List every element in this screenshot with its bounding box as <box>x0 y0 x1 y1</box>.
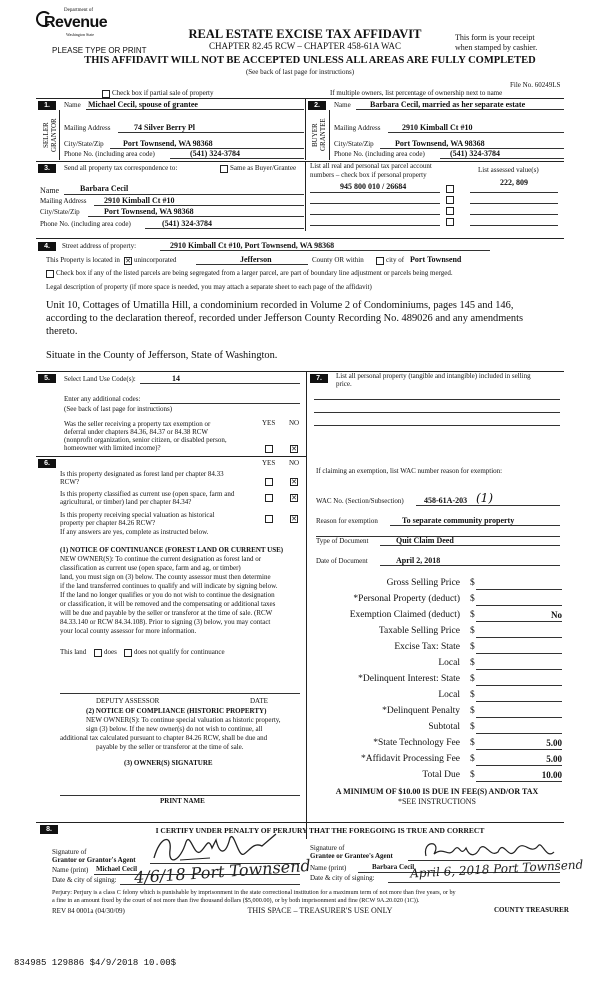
exempt-question-1: Was the seller receiving a property tax exemption or <box>64 420 211 428</box>
continuance-line-5: If the land no longer qualifies or you do not wish to continue the designation <box>60 591 275 599</box>
owner-signature-title: (3) OWNER(S) SIGNATURE <box>124 759 213 767</box>
property-street: 2910 Kimball Ct #10, Port Townsend, WA 98368 <box>170 241 335 250</box>
land-use-code: 14 <box>172 374 180 383</box>
buyer-mailing-label: Mailing Address <box>334 124 381 132</box>
s5-yes-header: YES <box>262 419 276 427</box>
parcel-number: 945 800 010 / 26684 <box>340 182 407 191</box>
corr-phone: (541) 324-3784 <box>162 219 212 228</box>
grantor-name-label: Name (print) <box>52 866 89 874</box>
land-use-see-back: (See back of last page for instructions) <box>64 405 173 413</box>
corr-name: Barbara Cecil <box>80 184 129 193</box>
exemption-wac-header: If claiming an exemption, list WAC number reason for exemption: <box>316 467 503 475</box>
file-number: File No. 60249LS <box>510 81 561 89</box>
wac-subsection: (1) <box>476 491 493 505</box>
county-or-label: County OR within <box>312 256 364 264</box>
seller-grantor-label: SELLER GRANTOR <box>42 118 58 152</box>
perjury-line-2: a fine in an amount fixed by the court of not more than five thousand dollars ($5,000.00), or by both imprisonment and fine (RCW 9A.20.020 (1C)). <box>52 897 420 904</box>
form-title: REAL ESTATE EXCISE TAX AFFIDAVIT <box>188 27 422 41</box>
tax-currency: $ <box>470 594 475 604</box>
land-does-not-label: does not qualify for continuance <box>134 648 225 656</box>
city-of-checkbox[interactable] <box>376 257 384 265</box>
continuance-line-1: NEW OWNER(S): To continue the current designation as forest land or <box>60 555 262 563</box>
current-use-q-1: Is this property classified as current use (open space, farm and <box>60 490 235 498</box>
s6-no-header: NO <box>289 459 300 467</box>
current-use-yes-checkbox[interactable] <box>265 494 273 502</box>
corr-mailing: 2910 Kimball Ct #10 <box>104 196 175 205</box>
continuance-line-2: classification as current use (open space, farm and ag, or timber) <box>60 564 241 572</box>
tax-row-label: Total Due <box>422 770 460 780</box>
seller-mailing: 74 Silver Berry Pl <box>134 123 195 132</box>
section-1-number: 1. <box>38 101 56 110</box>
grantee-date-handwritten: April 6, 2018 Port Townsend <box>409 857 584 881</box>
buyer-mailing: 2910 Kimball Ct #10 <box>402 123 473 132</box>
tax-currency: $ <box>470 658 475 668</box>
historic-q-1: Is this property receiving special valuation as historical <box>60 511 215 519</box>
wac-label: WAC No. (Section/Subsection) <box>316 497 404 505</box>
parcel-header-2: numbers – check box if personal property <box>310 171 427 179</box>
correspondence-label: Send all property tax correspondence to: <box>64 164 178 172</box>
deputy-assessor-label: DEPUTY ASSESSOR <box>96 697 160 705</box>
logo-swoosh-icon <box>36 11 52 27</box>
county-treasurer: COUNTY TREASURER <box>494 906 569 914</box>
partial-sale-label: Check box if partial sale of property <box>112 89 214 97</box>
tax-row-value: 5.00 <box>546 754 562 764</box>
forest-q-2: RCW? <box>60 478 80 486</box>
segregated-checkbox[interactable] <box>46 270 54 278</box>
exempt-yes-checkbox[interactable] <box>265 445 273 453</box>
tax-row-label: *Delinquent Penalty <box>382 706 460 716</box>
legal-label: Legal description of property (if more space is needed, you may attach a separate sheet to each page of the affidavit) <box>46 283 372 291</box>
current-use-q-2: agricultural, or timber) land per chapter 84.34? <box>60 498 192 506</box>
tax-currency: $ <box>470 706 475 716</box>
dor-logo <box>36 8 108 38</box>
grantor-date-label: Date & city of signing: <box>52 876 117 884</box>
current-use-no-checkbox[interactable]: ✕ <box>291 494 297 502</box>
personal-property-label-1: List all personal property (tangible and intangible) included in selling <box>336 372 531 380</box>
historic-yes-checkbox[interactable] <box>265 515 273 523</box>
personal-property-checkbox-4[interactable] <box>446 218 454 226</box>
land-does-not-checkbox[interactable] <box>124 649 132 657</box>
tax-row-value: 5.00 <box>546 738 562 748</box>
this-land-label: This land <box>60 648 87 656</box>
tax-currency: $ <box>470 610 475 620</box>
buyer-city: Port Townsend, WA 98368 <box>395 139 485 148</box>
tax-row-label: Excise Tax: State <box>394 642 460 652</box>
doc-type-label: Type of Document <box>316 537 369 545</box>
same-as-buyer-label: Same as Buyer/Grantee <box>230 164 297 172</box>
multiple-owners-label: If multiple owners, list percentage of ownership next to name <box>330 89 503 97</box>
grantee-name: Barbara Cecil <box>372 863 415 871</box>
seller-phone: (541) 324-3784 <box>190 149 240 158</box>
seller-mailing-label: Mailing Address <box>64 124 111 132</box>
grantee-date-label: Date & city of signing: <box>310 874 375 882</box>
continuance-line-4: if the land transferred continues to qualify and will indicate by signing below. <box>60 582 278 590</box>
forest-no-checkbox[interactable]: ✕ <box>291 478 297 486</box>
tax-currency: $ <box>470 674 475 684</box>
logo-line2: Washington State <box>66 32 95 37</box>
compliance-line-2: sign (3) below. If the new owner(s) do not wish to continue, all <box>86 725 263 733</box>
minimum-due-note: A MINIMUM OF $10.00 IS DUE IN FEE(S) AND/OR TAX <box>335 787 539 796</box>
tax-row-label: Subtotal <box>428 722 460 732</box>
continuance-line-9: your local county assessor for more information. <box>60 627 197 635</box>
type-or-print: PLEASE TYPE OR PRINT <box>52 46 147 55</box>
receipt-note-2: when stamped by cashier. <box>455 43 538 52</box>
receipt-stamp: 834985 129886 $4/9/2018 10.00$ <box>14 958 177 968</box>
doc-date: April 2, 2018 <box>396 556 441 565</box>
tax-row-label: *Affidavit Processing Fee <box>360 754 460 764</box>
legal-line-3: thereto. <box>46 326 78 337</box>
personal-property-checkbox-1[interactable] <box>446 185 454 193</box>
form-revision: REV 84 0001a (04/30/09) <box>52 907 125 915</box>
section-7-number: 7. <box>310 374 328 383</box>
seller-city: Port Townsend, WA 98368 <box>123 139 213 148</box>
grantor-name: Michael Cecil <box>96 865 138 873</box>
buyer-name: Barbara Cecil, married as her separate estate <box>370 100 526 109</box>
compliance-title: (2) NOTICE OF COMPLIANCE (HISTORIC PROPERTY) <box>86 707 267 715</box>
city-of-label: city of <box>386 256 405 264</box>
tax-row-label: Exemption Claimed (deduct) <box>349 610 460 620</box>
tax-row-label: Gross Selling Price <box>386 578 460 588</box>
same-as-buyer-checkbox[interactable] <box>220 165 228 173</box>
assessed-value: 222, 809 <box>500 178 528 187</box>
section-4-number: 4. <box>38 242 56 251</box>
tax-currency: $ <box>470 722 475 732</box>
corr-phone-label: Phone No. (including area code) <box>40 220 131 228</box>
historic-no-checkbox[interactable]: ✕ <box>291 515 297 523</box>
legal-line-1: Unit 10, Cottages of Umatilla Hill, a condominium recorded in Volume 2 of Condominiums, pages 145 and 146, <box>46 300 514 311</box>
continuance-line-3: land, you must sign on (3) below. The county assessor must then determine <box>60 573 271 581</box>
tax-row-label: *Delinquent Interest: State <box>358 674 460 684</box>
grantee-sig-label-1: Signature of <box>310 844 345 852</box>
unincorporated-checkbox[interactable]: ✕ <box>125 257 131 265</box>
legal-line-4: Situate in the County of Jefferson, State of Washington. <box>46 350 278 361</box>
compliance-line-3: additional tax calculated pursuant to chapter 84.26 RCW, shall be due and <box>60 734 268 742</box>
land-does-checkbox[interactable] <box>94 649 102 657</box>
land-does-label: does <box>104 648 117 656</box>
county-name: Jefferson <box>240 255 272 264</box>
continuance-line-7: will be due and payable by the seller or transferor at the time of sale. (RCW <box>60 609 273 617</box>
reason-label: Reason for exemption <box>316 517 378 525</box>
unincorporated-label: unincorporated <box>134 256 177 264</box>
tax-currency: $ <box>470 578 475 588</box>
continuance-line-6: or classification, it will be removed and the compensating or additional taxes <box>60 600 276 608</box>
legal-line-2: according to the declaration thereof, recorded under Jefferson County Recording No. 489026 and any amendments <box>46 313 524 324</box>
section-3-number: 3. <box>38 164 56 173</box>
buyer-name-label: Name <box>334 101 351 109</box>
tax-row-label: Local <box>438 690 460 700</box>
corr-name-label: Name <box>40 186 60 195</box>
land-use-label: Select Land Use Code(s): <box>64 375 136 383</box>
section-8-number: 8. <box>40 825 58 834</box>
see-instructions: *SEE INSTRUCTIONS <box>397 797 476 806</box>
exemption-reason: To separate community property <box>402 516 515 525</box>
exempt-question-3: (nonprofit organization, senior citizen, or disabled person, <box>64 436 227 444</box>
city-name: Port Townsend <box>410 255 462 264</box>
located-prefix: This Property is located in <box>46 256 120 264</box>
historic-q-2: property per chapter 84.26 RCW? <box>60 519 156 527</box>
buyer-grantee-label: BUYER GRANTEE <box>311 118 327 152</box>
buyer-city-label: City/State/Zip <box>334 140 374 148</box>
partial-sale-checkbox[interactable] <box>102 90 110 98</box>
exempt-question-4: homeowner with limited income)? <box>64 444 161 452</box>
section-6-number: 6. <box>38 459 56 468</box>
grantor-sig-label-1: Signature of <box>52 848 87 856</box>
personal-property-label-2: price. <box>336 380 352 388</box>
tax-currency: $ <box>470 754 475 764</box>
segregated-label: Check box if any of the listed parcels are being segregated from a larger parcel, are part of boundary line adjustment or parcels being merged. <box>56 269 453 277</box>
forest-yes-checkbox[interactable] <box>265 478 273 486</box>
tax-row-label: Taxable Selling Price <box>378 626 460 636</box>
answers-yes-note: If any answers are yes, complete as instructed below. <box>60 528 209 536</box>
tax-row-label: *State Technology Fee <box>373 738 460 748</box>
tax-currency: $ <box>470 738 475 748</box>
seller-name: Michael Cecil, spouse of grantee <box>88 100 198 109</box>
tax-row-label: *Personal Property (deduct) <box>353 594 460 604</box>
parcel-header-1: List all real and personal tax parcel account <box>310 162 432 170</box>
doc-type: Quit Claim Deed <box>396 536 454 545</box>
exempt-no-checkbox[interactable]: ✕ <box>291 445 297 453</box>
corr-city-label: City/State/Zip <box>40 208 80 216</box>
continuance-title: (1) NOTICE OF CONTINUANCE (FOREST LAND OR CURRENT USE) <box>60 546 284 554</box>
compliance-line-1: NEW OWNER(S): To continue special valuation as historic property, <box>86 716 281 724</box>
grantee-sig-label-2: Grantee or Grantee's Agent <box>310 852 393 860</box>
perjury-line-1: Perjury: Perjury is a class C felony which is punishable by imprisonment in the state correctional institution for a maximum term of not more than five years, or by <box>52 889 456 896</box>
tax-row-label: Local <box>438 658 460 668</box>
warning-banner: THIS AFFIDAVIT WILL NOT BE ACCEPTED UNLESS ALL AREAS ARE FULLY COMPLETED <box>84 55 536 66</box>
print-name-label: PRINT NAME <box>160 797 205 805</box>
logo-word: Revenue <box>44 14 108 31</box>
section-2-number: 2. <box>308 101 326 110</box>
tax-currency: $ <box>470 626 475 636</box>
tax-row-value: No <box>551 610 562 620</box>
tax-currency: $ <box>470 642 475 652</box>
grantor-sig-label-2: Grantor or Grantor's Agent <box>52 856 136 864</box>
tax-row-value: 10.00 <box>541 770 562 780</box>
treasurer-space: THIS SPACE – TREASURER'S USE ONLY <box>247 906 393 915</box>
tax-currency: $ <box>470 770 475 780</box>
s5-no-header: NO <box>289 419 300 427</box>
section-5-number: 5. <box>38 374 56 383</box>
receipt-note-1: This form is your receipt <box>455 33 535 42</box>
corr-mailing-label: Mailing Address <box>40 197 87 205</box>
certify-statement: I CERTIFY UNDER PENALTY OF PERJURY THAT THE FOREGOING IS TRUE AND CORRECT <box>155 826 485 835</box>
assessed-header: List assessed value(s) <box>478 166 539 174</box>
wac-number: 458-61A-203 <box>424 496 468 505</box>
logo-line1: Department of <box>64 8 94 13</box>
see-back-note: (See back of last page for instructions) <box>245 68 355 76</box>
buyer-phone: (541) 324-3784 <box>450 149 500 158</box>
tax-currency: $ <box>470 690 475 700</box>
deputy-date-label: DATE <box>250 697 268 705</box>
grantee-name-label: Name (print) <box>310 864 347 872</box>
doc-date-label: Date of Document <box>316 557 368 565</box>
buyer-phone-label: Phone No. (including area code) <box>334 150 425 158</box>
grantor-date-handwritten: 4/6/18 Port Townsend <box>133 855 312 888</box>
form-subtitle: CHAPTER 82.45 RCW – CHAPTER 458-61A WAC <box>209 41 401 51</box>
tax-table <box>310 575 568 795</box>
s6-yes-header: YES <box>262 459 276 467</box>
exempt-question-2: deferral under chapters 84.36, 84.37 or 84.38 RCW <box>64 428 209 436</box>
forest-q-1: Is this property designated as forest land per chapter 84.33 <box>60 470 224 478</box>
personal-property-checkbox-2[interactable] <box>446 196 454 204</box>
personal-property-checkbox-3[interactable] <box>446 207 454 215</box>
continuance-line-8: 84.33.140 or RCW 84.34.108). Prior to signing (3) below, you may contact <box>60 618 271 626</box>
street-label: Street address of property: <box>62 242 137 250</box>
seller-phone-label: Phone No. (including area code) <box>64 150 155 158</box>
seller-name-label: Name <box>64 101 81 109</box>
compliance-line-4: payable by the seller or transferor at the time of sale. <box>96 743 244 751</box>
seller-city-label: City/State/Zip <box>64 140 104 148</box>
corr-city: Port Townsend, WA 98368 <box>104 207 194 216</box>
additional-codes-label: Enter any additional codes: <box>64 395 141 403</box>
